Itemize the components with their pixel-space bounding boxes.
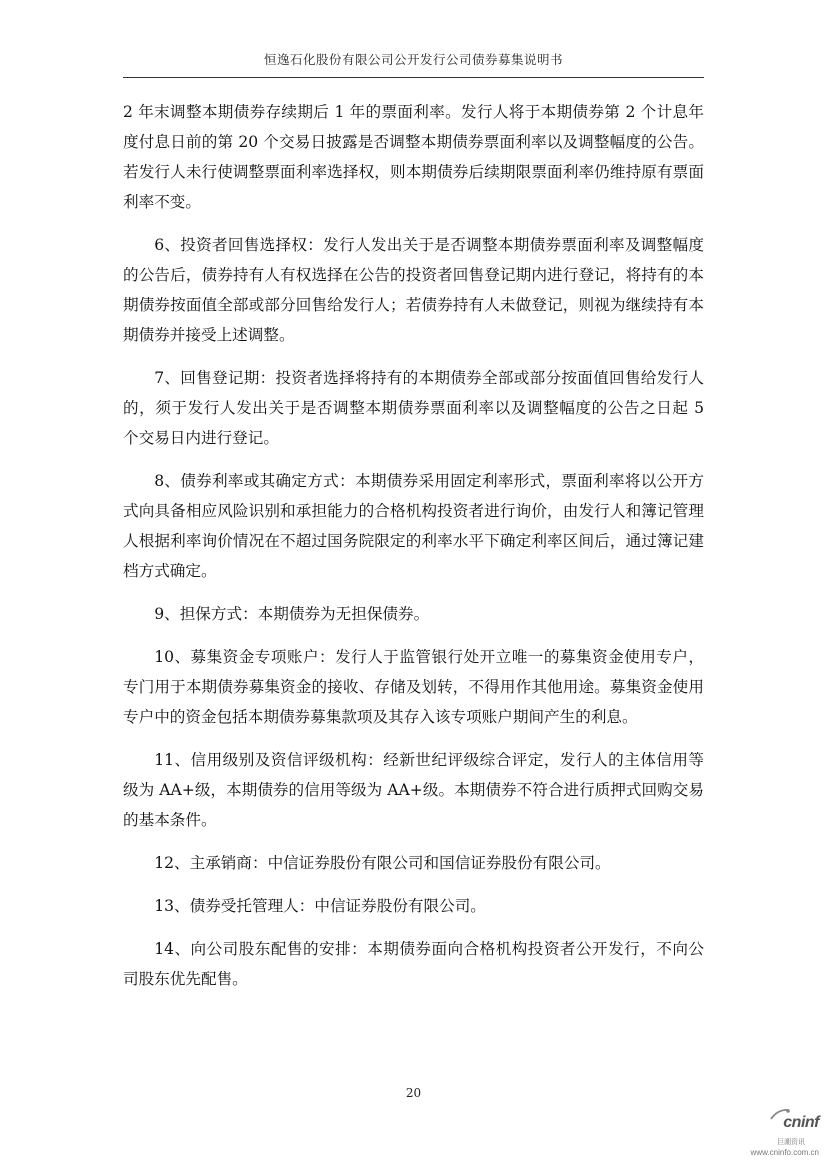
paragraph-item-7: 7、回售登记期：投资者选择将持有的本期债券全部或部分按面值回售给发行人的，须于发行人发出关于是否调整本期债券票面利率以及调整幅度的公告之日起 5 个交易日内进行登记。	[123, 369, 704, 447]
paragraph-item-6: 6、投资者回售选择权：发行人发出关于是否调整本期债券票面利率及调整幅度的公告后，债券持有人有权选择在公告的投资者回售登记期内进行登记，将持有的本期债券按面值全部或部分回售给发行人；若债券持有人未做登记，则视为继续持有本期债券并接受上述调整。	[123, 236, 704, 344]
paragraph-item-8: 8、债券利率或其确定方式：本期债券采用固定利率形式，票面利率将以公开方式向具备相应风险识别和承担能力的合格机构投资者进行询价，由发行人和簿记管理人根据利率询价情况在不超过国务院限定的利率水平下确定利率区间后，通过簿记建档方式确定。	[123, 472, 704, 580]
paragraph-item-12: 12、主承销商：中信证券股份有限公司和国信证券股份有限公司。	[154, 854, 611, 872]
paragraph-item-14: 14、向公司股东配售的安排：本期债券面向合格机构投资者公开发行，不向公司股东优先配售。	[123, 940, 704, 988]
page-number: 20	[405, 1086, 422, 1100]
watermark-url: www.cninfo.com.cn	[750, 1148, 819, 1157]
paragraph-item-13: 13、债券受托管理人：中信证券股份有限公司。	[154, 897, 486, 915]
document-header: 恒逸石化股份有限公司公开发行公司债券募集说明书	[263, 52, 563, 67]
paragraph-item-10: 10、募集资金专项账户：发行人于监管银行处开立唯一的募集资金使用专户，专门用于本期债券募集资金的接收、存储及划转，不得用作其他用途。募集资金使用专户中的资金包括本期债券募集款项及其存入该专项账户期间产生的利息。	[123, 648, 704, 726]
header-divider	[123, 77, 704, 78]
paragraph-continued: 2 年末调整本期债券存续期后 1 年的票面利率。发行人将于本期债券第 2 个计息年度付息日前的第 20 个交易日披露是否调整本期债券票面利率以及调整幅度的公告。若发行人未行使调整票面利率选择权，则本期债券后续期限票面利率仍维持原有票面利率不变。	[123, 103, 704, 211]
watermark-logo-text: cninf	[783, 1114, 819, 1131]
paragraph-item-11: 11、信用级别及资信评级机构：经新世纪评级综合评定，发行人的主体信用等级为 AA+级，本期债券的信用等级为 AA+级。本期债券不符合进行质押式回购交易的基本条件。	[123, 751, 704, 829]
cninf-watermark	[735, 1114, 825, 1164]
document-body	[123, 97, 704, 1007]
watermark-subtext: 巨潮资讯	[777, 1139, 805, 1146]
paragraph-item-9: 9、担保方式：本期债券为无担保债券。	[154, 605, 430, 623]
